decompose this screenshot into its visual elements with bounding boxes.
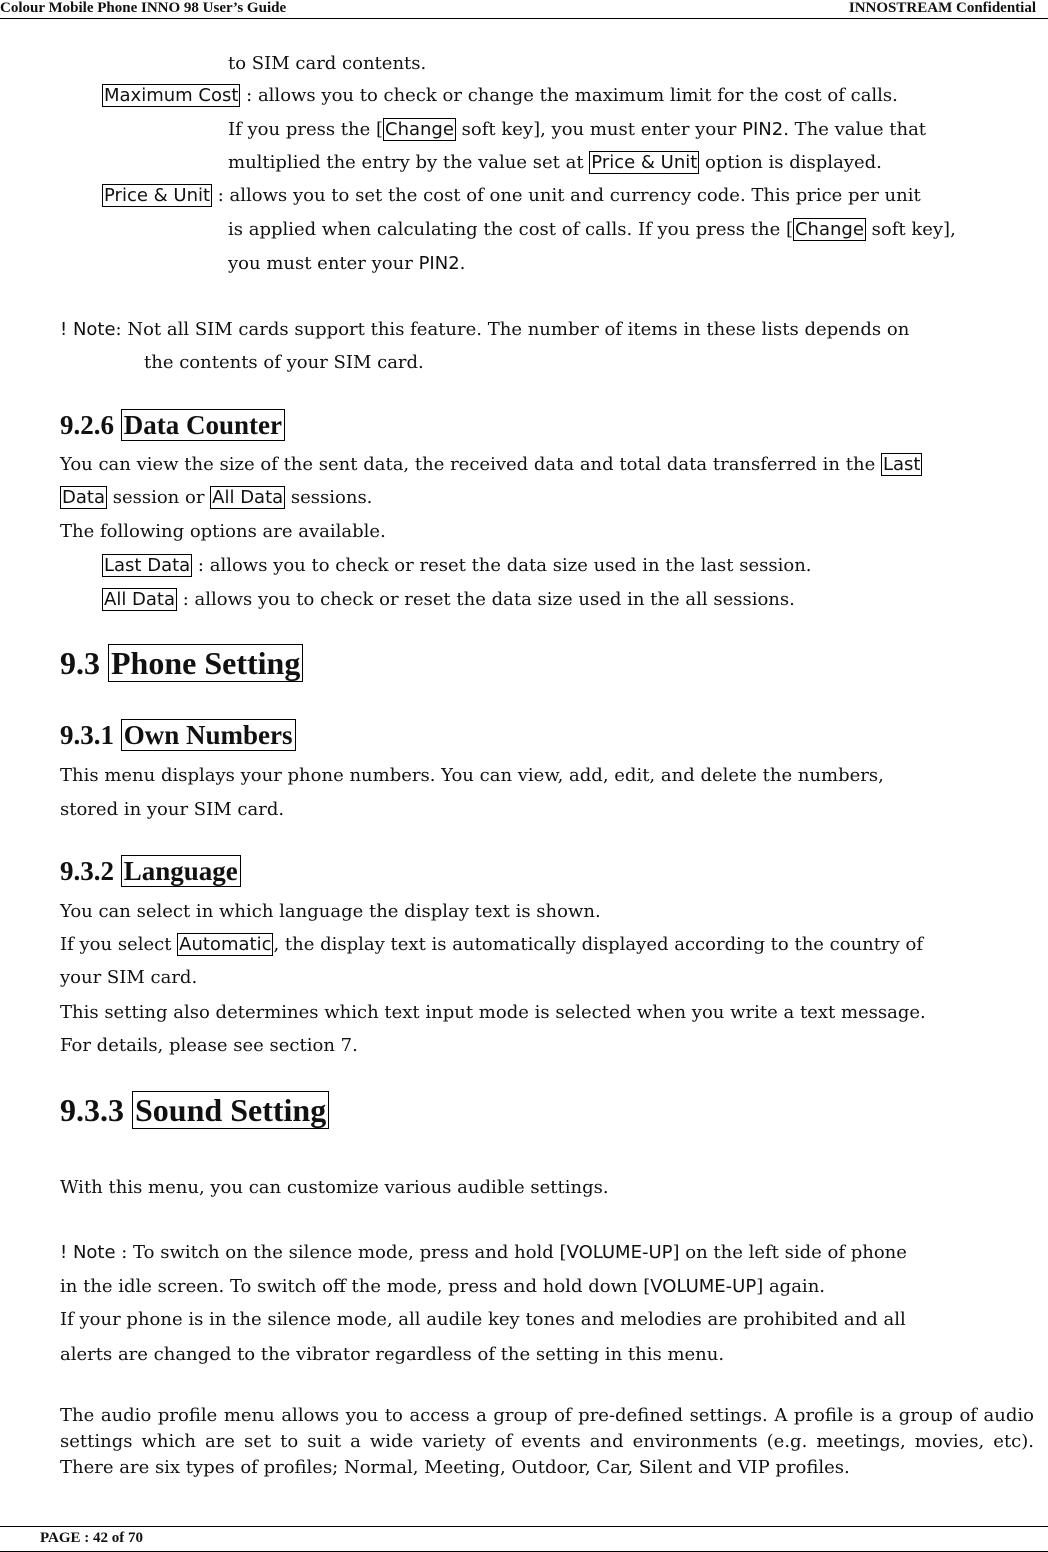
sound-setting-p1: With this menu, you can customize various audible settings.	[60, 1177, 609, 1198]
data-counter-p1	[60, 453, 922, 477]
section-9-3-2-heading	[60, 856, 241, 887]
section-9-3-3-heading	[60, 1092, 329, 1129]
note-silence-line4: alerts are changed to the vibrator regardless of the setting in this menu.	[60, 1344, 725, 1365]
max-cost-label: Maximum Cost	[104, 85, 239, 106]
audio-profile-paragraph: The audio profile menu allows you to access a group of pre-defined settings. A profile is a group of audio settings which are set to suit a wide variety of events and environments (e.g. meetings, movies, etc). There are six types of profiles; Normal, Meeting, Outdoor, Car, Silent and VIP profiles.	[60, 1405, 1034, 1478]
language-p2	[60, 933, 923, 957]
text: , the display text is automatically displayed according to the country of	[273, 934, 924, 955]
price-unit-line3	[228, 252, 465, 276]
language-p5: For details, please see section 7.	[60, 1035, 358, 1056]
price-unit-label: Price & Unit	[104, 185, 211, 206]
option-all-data	[102, 588, 795, 612]
text: You can view the size of the sent data, the received data and total data transferred in the	[60, 454, 881, 475]
text: option is displayed.	[699, 152, 882, 173]
all-data-ref: All Data	[212, 487, 284, 508]
text: sessions.	[285, 487, 373, 508]
change-softkey-label: Change	[385, 119, 454, 140]
language-p4: This setting also determines which text input mode is selected when you write a text message.	[60, 1002, 926, 1023]
page-number: PAGE : 42 of 70	[40, 1530, 144, 1546]
note-label: ! Note	[60, 319, 116, 340]
header-confidential: INNOSTREAM Confidential	[848, 0, 1036, 16]
pin2-label: PIN2	[742, 119, 784, 140]
pin2-label: PIN2	[418, 253, 460, 274]
section-title-language: Language	[121, 855, 241, 887]
price-unit-line2	[228, 218, 956, 242]
text: ] on the left side of phone	[672, 1242, 907, 1263]
text: If you select	[60, 934, 178, 955]
note-silence-line2	[60, 1275, 825, 1299]
section-9-3-1-heading	[60, 720, 296, 751]
page-footer	[0, 1526, 1048, 1552]
volume-up-key: VOLUME-UP	[650, 1276, 757, 1297]
section-title-sound-setting: Sound Setting	[132, 1091, 329, 1129]
section-9-2-6-heading	[60, 410, 285, 441]
text: : To switch on the silence mode, press and hold [	[115, 1242, 567, 1263]
section-number: 9.2.6	[60, 410, 121, 440]
section-title-data-counter: Data Counter	[121, 409, 285, 441]
own-numbers-p2: stored in your SIM card.	[60, 799, 285, 820]
data-counter-p2	[60, 486, 372, 510]
max-cost-desc: : allows you to check or change the maximum limit for the cost of calls.	[240, 85, 898, 106]
volume-up-key: VOLUME-UP	[566, 1242, 673, 1263]
header-doc-title: Colour Mobile Phone INNO 98 User’s Guide	[0, 0, 287, 16]
section-number: 9.3.1	[60, 720, 121, 750]
text: : Not all SIM cards support this feature. The number of items in these lists depends on	[115, 319, 910, 340]
note-label: ! Note	[60, 1242, 116, 1263]
automatic-ref: Automatic	[179, 934, 272, 955]
text: : allows you to check or reset the data size used in the all sessions.	[177, 589, 795, 610]
own-numbers-p1: This menu displays your phone numbers. You can view, add, edit, and delete the numbers,	[60, 765, 884, 786]
section-number: 9.3.2	[60, 856, 121, 886]
max-cost-item	[102, 84, 898, 108]
option-last-data	[102, 554, 812, 578]
language-p1: You can select in which language the display text is shown.	[60, 901, 601, 922]
section-title-phone-setting: Phone Setting	[108, 644, 303, 682]
text: .	[459, 253, 466, 274]
max-cost-line3	[228, 151, 882, 175]
text: multiplied the entry by the value set at	[228, 152, 590, 173]
price-unit-ref: Price & Unit	[591, 152, 698, 173]
max-cost-line2	[228, 118, 926, 142]
note-sim-support	[60, 318, 909, 342]
price-unit-item	[102, 184, 921, 208]
last-data-ref-part1: Last	[882, 454, 921, 475]
text: : allows you to check or reset the data size used in the last session.	[192, 555, 812, 576]
section-9-3-heading	[60, 645, 303, 682]
price-unit-desc: : allows you to set the cost of one unit and currency code. This price per unit	[212, 185, 921, 206]
text: soft key], you must enter your	[455, 119, 743, 140]
intro-continuation: to SIM card contents.	[228, 53, 427, 74]
data-counter-p3: The following options are available.	[60, 521, 386, 542]
section-number: 9.3	[60, 645, 108, 681]
last-data-ref-part2: Data	[62, 487, 105, 508]
note-silence-line1	[60, 1241, 907, 1265]
note-silence-line3: If your phone is in the silence mode, all audile key tones and melodies are prohibited and all	[60, 1309, 906, 1330]
language-p3: your SIM card.	[60, 967, 198, 988]
all-data-label: All Data	[104, 589, 176, 610]
text: . The value that	[783, 119, 927, 140]
change-softkey-label: Change	[794, 219, 864, 240]
section-title-own-numbers: Own Numbers	[121, 719, 296, 751]
text: ] again.	[756, 1276, 826, 1297]
text: session or	[106, 487, 211, 508]
text: you must enter your	[228, 253, 419, 274]
text: If you press the [	[228, 119, 384, 140]
text: in the idle screen. To switch off the mode, press and hold down [	[60, 1276, 651, 1297]
text: soft key],	[865, 219, 956, 240]
text: is applied when calculating the cost of calls. If you press the [	[228, 219, 793, 240]
last-data-label: Last Data	[104, 555, 191, 576]
page-header	[0, 0, 1048, 19]
note-sim-support-line2: the contents of your SIM card.	[144, 352, 424, 373]
section-number: 9.3.3	[60, 1092, 132, 1128]
